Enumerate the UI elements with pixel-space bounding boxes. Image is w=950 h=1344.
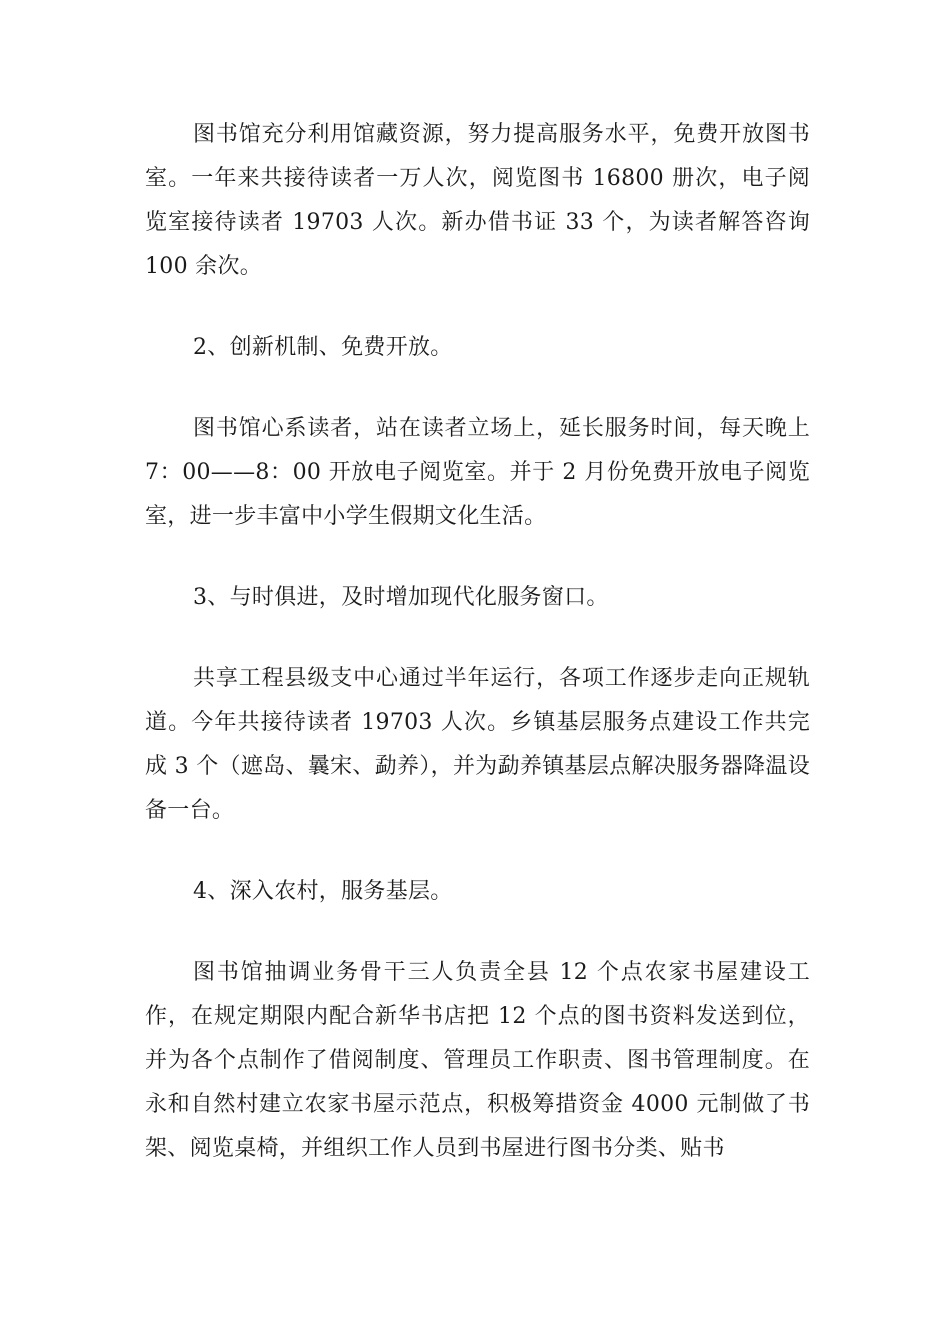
heading-rural-service: 4、深入农村，服务基层。 (193, 879, 453, 904)
paragraph-gap (145, 289, 810, 326)
paragraph-extended-hours: 图书馆心系读者，站在读者立场上，延长服务时间，每天晚上 7：00——8：00 开放电子阅览室。并于 2 月份免费开放电子阅览室，进一步丰富中小学生假期文化生活。 (145, 416, 810, 529)
paragraph-gap (145, 620, 810, 657)
paragraph-farm-bookhouse: 图书馆抽调业务骨干三人负责全县 12 个点农家书屋建设工作，在规定期限内配合新华书店把 12 个点的图书资料发送到位，并为各个点制作了借阅制度、管理员工作职责、图书管理制度。在永和自然村建立农家书屋示范点，积极筹措资金 4000 元制做了书架、阅览桌椅，并组织工作人员到书屋进行图书分类、贴书 (145, 960, 810, 1161)
heading-innovation-free-opening: 2、创新机制、免费开放。 (193, 335, 453, 360)
paragraph-gap (145, 914, 810, 951)
heading-modern-service: 3、与时俱进，及时增加现代化服务窗口。 (193, 585, 609, 610)
paragraph-gap (145, 539, 810, 576)
paragraph-shared-project: 共享工程县级支中心通过半年运行，各项工作逐步走向正规轨道。今年共接待读者 19703 人次。乡镇基层服务点建设工作共完成 3 个（遮岛、曩宋、勐养），并为勐养镇基层点解决服务器降温设备一台。 (145, 666, 810, 823)
paragraph-gap (145, 370, 810, 407)
paragraph-gap (145, 833, 810, 870)
paragraph-library-resources: 图书馆充分利用馆藏资源，努力提高服务水平，免费开放图书室。一年来共接待读者一万人次，阅览图书 16800 册次，电子阅览室接待读者 19703 人次。新办借书证 33 个，为读者解答咨询 100 余次。 (145, 122, 810, 279)
document-body (145, 113, 810, 1171)
